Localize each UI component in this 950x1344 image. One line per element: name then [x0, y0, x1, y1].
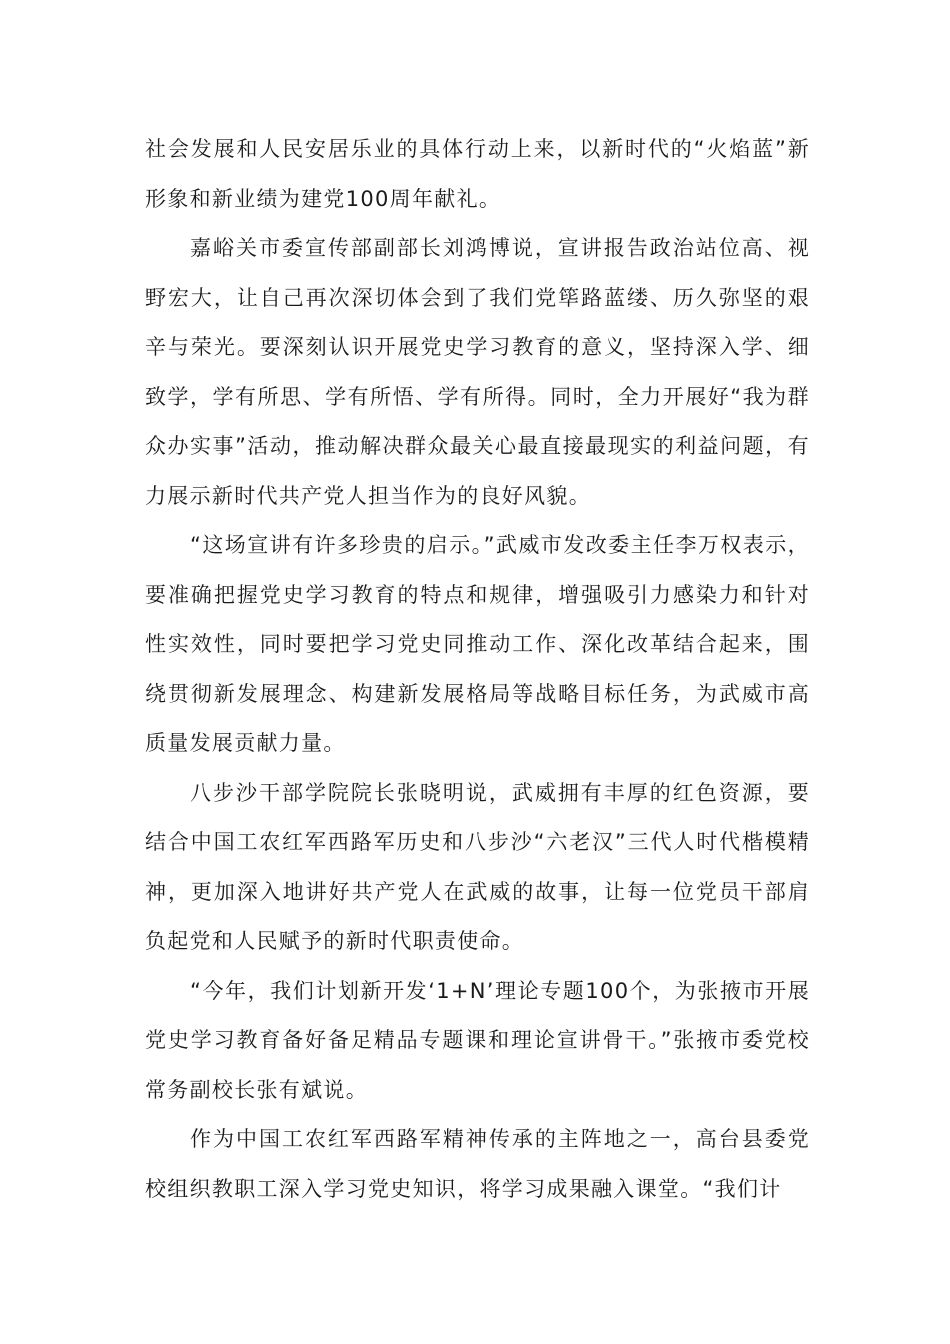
paragraph-2: 嘉峪关市委宣传部副部长刘鸿博说，宣讲报告政治站位高、视野宏大，让自己再次深切体会到了我们党筚路蓝缕、历久弥坚的艰辛与荣光。要深刻认识开展党史学习教育的意义，坚持深入学、细致学，学有所思、学有所悟、学有所得。同时，全力开展好“我为群众办实事”活动，推动解决群众最关心最直接最现实的利益问题，有力展示新时代共产党人担当作为的良好风貌。 [145, 236, 810, 508]
paragraph-3: “这场宣讲有许多珍贵的启示。”武威市发改委主任李万权表示，要准确把握党史学习教育的特点和规律，增强吸引力感染力和针对性实效性，同时要把学习党史同推动工作、深化改革结合起来，围绕贯彻新发展理念、构建新发展格局等战略目标任务，为武威市高质量发展贡献力量。 [145, 533, 810, 755]
document-body [145, 125, 810, 1214]
paragraph-1: 社会发展和人民安居乐业的具体行动上来，以新时代的“火焰蓝”新形象和新业绩为建党100周年献礼。 [145, 137, 810, 211]
paragraph-6: 作为中国工农红军西路军精神传承的主阵地之一，高台县委党校组织教职工深入学习党史知识，将学习成果融入课堂。“我们计 [145, 1127, 810, 1201]
paragraph-4: 八步沙干部学院院长张晓明说，武威拥有丰厚的红色资源，要结合中国工农红军西路军历史和八步沙“六老汉”三代人时代楷模精神，更加深入地讲好共产党人在武威的故事，让每一位党员干部肩负起党和人民赋予的新时代职责使命。 [145, 780, 810, 953]
paragraph-5: “今年，我们计划新开发‘1+N’理论专题100个，为张掖市开展党史学习教育备好备足精品专题课和理论宣讲骨干。”张掖市委党校常务副校长张有斌说。 [145, 978, 810, 1102]
